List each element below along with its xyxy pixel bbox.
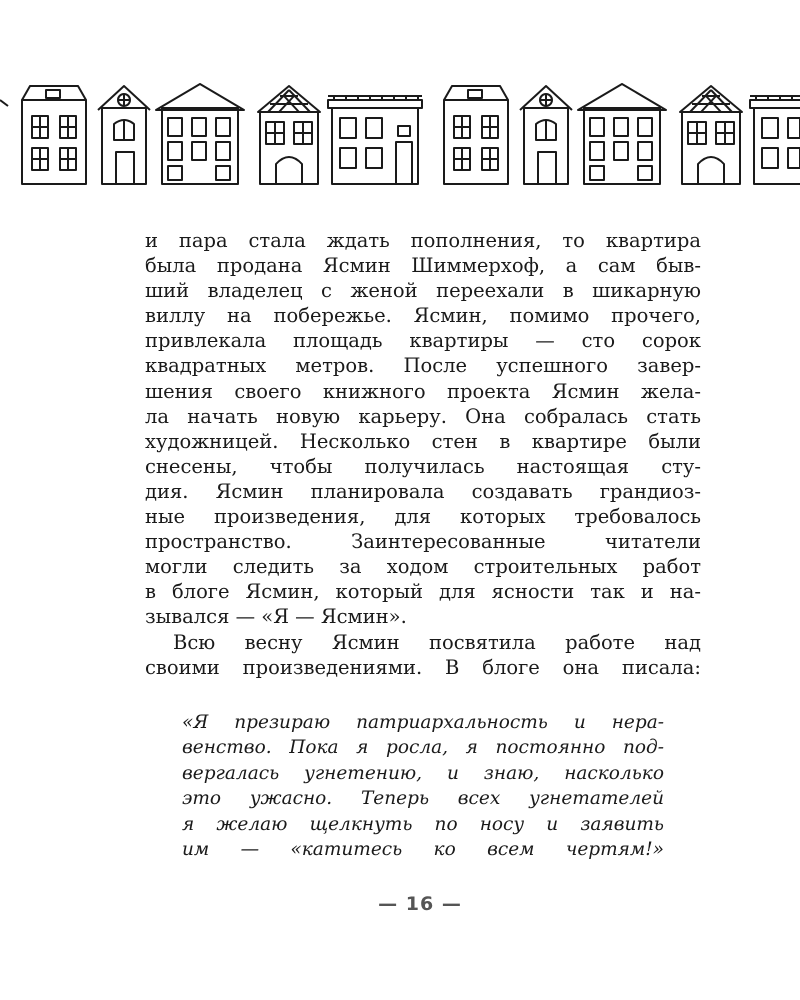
body-line: Всю весну Ясмин посвятила работе над (173, 630, 701, 654)
page-number: — 16 — (378, 893, 462, 915)
body-line: виллу на побережье. Ясмин, помимо прочего, (145, 304, 701, 328)
quote-line: им — «катитесь ко всем чертям!» (182, 839, 664, 861)
houses-border-illustration (0, 78, 800, 188)
body-line: ные произведения, для которых требовалось (145, 505, 701, 529)
body-line: своими произведениями. В блоге она писала: (145, 655, 701, 679)
body-line: квадратных метров. После успешного завер- (145, 354, 701, 378)
body-line: и пара стала ждать пополнения, то квартира (145, 229, 701, 252)
body-line: могли следить за ходом строительных работ (145, 555, 701, 579)
body-line: дия. Ясмин планировала создавать грандиоз- (145, 479, 701, 503)
body-line: в блоге Ясмин, который для ясности так и на- (145, 580, 701, 604)
body-line: пространство. Заинтересованные читатели (145, 530, 701, 554)
quote-line: «Я презираю патриархальность и нера- (182, 712, 664, 733)
body-line: зывался — «Я — Ясмин». (145, 605, 407, 629)
body-line: ший владелец с женой переехали в шикарную (145, 279, 701, 303)
quote-line: вергалась угнетению, и знаю, насколько (182, 762, 664, 784)
body-line: привлекала площадь квартиры — сто сорок (145, 329, 701, 353)
body-line: ла начать новую карьеру. Она собралась стать (145, 404, 701, 428)
blog-quote (182, 710, 664, 862)
body-text (145, 228, 701, 680)
body-line: художницей. Несколько стен в квартире были (145, 429, 701, 453)
quote-line: это ужасно. Теперь всех угнетателей (182, 788, 664, 810)
body-line: снесены, чтобы получилась настоящая сту- (145, 454, 701, 478)
quote-line: венство. Пока я росла, я постоянно под- (182, 737, 664, 759)
quote-line: я желаю щелкнуть по носу и заявить (182, 813, 664, 835)
body-line: была продана Ясмин Шиммерхоф, а сам быв- (145, 254, 701, 278)
body-line: шения своего книжного проекта Ясмин жела- (145, 379, 701, 403)
